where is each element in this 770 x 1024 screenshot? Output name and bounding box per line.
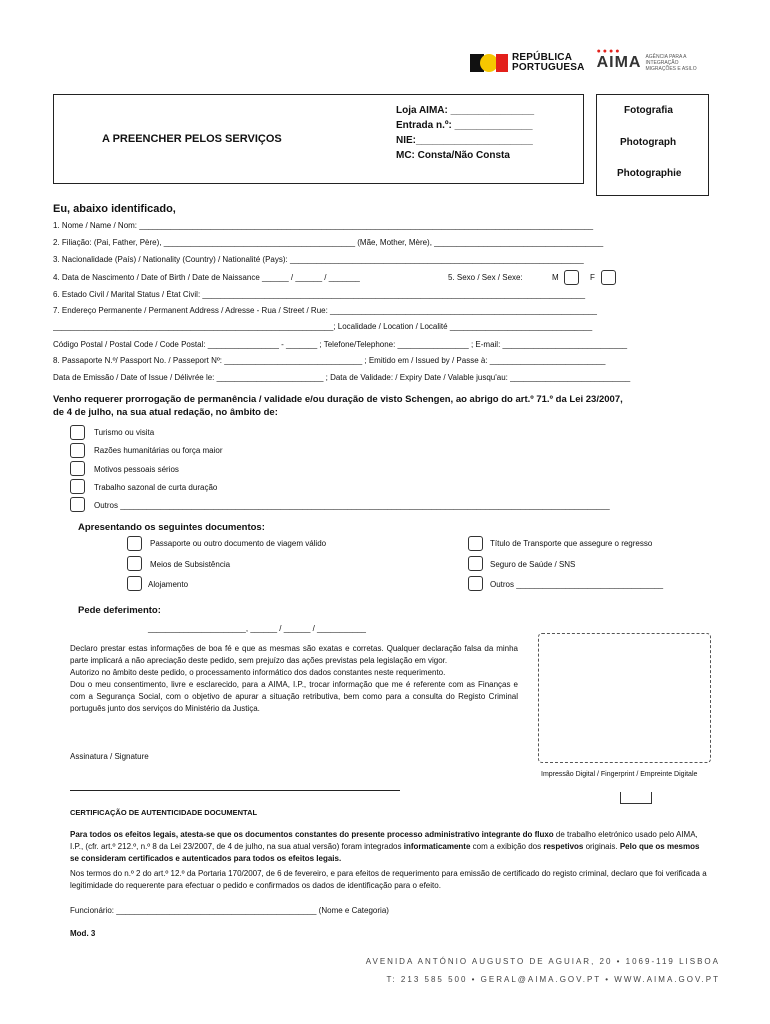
sex-m-label: M — [552, 273, 559, 282]
doc-transport-label: Título de Transporte que assegure o regresso — [490, 539, 653, 548]
nie-field: NIE:_____________________ — [396, 135, 533, 146]
signature-label: Assinatura / Signature — [70, 752, 149, 761]
option-other-checkbox[interactable] — [70, 497, 85, 512]
marital-status-field[interactable]: 6. Estado Civil / Marital Status / État Civil: ______________________________________________________________________________________ — [53, 290, 586, 299]
photo-box: Fotografia Photograph Photographie — [596, 94, 709, 196]
sex-m-checkbox[interactable] — [564, 270, 579, 285]
option-other-label[interactable]: Outros ______________________________________________________________________________________________________________ — [94, 501, 610, 510]
emission-date-field[interactable]: Data de Emissão / Date of Issue / Délivrée le: ________________________ ; Data de Validade: / Expiry Date / Valable jusqu'au: ___________________________ — [53, 373, 631, 382]
doc-passport-checkbox[interactable] — [127, 536, 142, 551]
aima-dots-icon: ●●●● — [596, 48, 622, 55]
option-turismo-label: Turismo ou visita — [94, 428, 155, 437]
funcionario-field[interactable]: Funcionário: _____________________________________________ (Nome e Categoria) — [70, 906, 389, 915]
passport-field[interactable]: 8. Passaporte N.º/ Passport No. / Passeport Nº: _______________________________ ; Emitido em / Issued by / Passe à: __________________________ — [53, 356, 606, 365]
certification-heading: CERTIFICAÇÃO DE AUTENTICIDADE DOCUMENTAL — [70, 808, 258, 817]
footer-address: AVENIDA ANTÓNIO AUGUSTO DE AGUIAR, 20 • 1069-119 LISBOA — [365, 957, 720, 966]
republica-portuguesa-logo: REPÚBLICA PORTUGUESA — [512, 52, 585, 73]
documents-heading: Apresentando os seguintes documentos: — [78, 522, 265, 533]
nationality-field[interactable]: 3. Nacionalidade (País) / Nationality (Country) / Nationalité (Pays): __________________________________________________________________ — [53, 255, 584, 264]
certification-paragraph-2: Nos termos do n.º 2 do art.º 12.º da Portaria 170/2007, de 6 de fevereiro, e para efeitos de requerimento para emissão de certificado do registo criminal, declaro que foi verificada a legitimidade do requerente para efectuar o pedido e confirmados os dados de identificação para o efeito. — [70, 869, 707, 890]
locality-field[interactable]: _______________________________________________________________; Localidade / Location / Localité ________________________________ — [53, 322, 593, 331]
doc-transport-checkbox[interactable] — [468, 536, 483, 551]
fingerprint-label: Impressão Digital / Fingerprint / Empreinte Digitale — [541, 771, 698, 778]
aima-logo: ●●●● AIMA AGÊNCIA PARA A INTEGRAÇÃO MIGRAÇÕES E ASILO — [596, 48, 697, 72]
entrada-field: Entrada n.º: ______________ — [396, 120, 533, 131]
deferimento-date-field[interactable]: ______________________, ______ / ______ / ___________ — [148, 624, 366, 633]
signature-line[interactable] — [70, 790, 400, 791]
mod-label: Mod. 3 — [70, 929, 96, 938]
doc-other-checkbox[interactable] — [468, 576, 483, 591]
doc-insurance-checkbox[interactable] — [468, 556, 483, 571]
request-line-1: Venho requerer prorrogação de permanência / validade e/ou duração de visto Schengen, ao abrigo do art.º 71.º da Lei 23/2007, — [53, 394, 623, 405]
certification-paragraph-1: Para todos os efeitos legais, atesta-se que os documentos constantes do presente processo administrativo integrante do fluxo de trabalho eletrónico usado pelo AIMA, I.P., (cfr. art.º 212.º, n.º 8 da Lei 23/2007, de 4 de julho, na sua atual versão) foram integrados informaticamente com a exibição dos respetivos originais. Pelo que os mesmos se consideram certificados e autenticados para todos os efeitos legais. — [70, 830, 700, 863]
option-seasonal-checkbox[interactable] — [70, 479, 85, 494]
stamp-mark-icon — [620, 792, 652, 804]
birthdate-field[interactable]: 4. Data de Nascimento / Date of Birth / Date de Naissance ______ / ______ / _______ — [53, 273, 360, 282]
doc-housing-checkbox[interactable] — [127, 576, 142, 591]
loja-field: Loja AIMA: _______________ — [396, 105, 535, 116]
address-field[interactable]: 7. Endereço Permanente / Permanent Address / Adresse - Rua / Street / Rue: ____________________________________________________________ — [53, 306, 597, 315]
declaration-text: Declaro prestar estas informações de boa fé e que as mesmas são exatas e corretas. Qualquer declaração falsa da minha parte implicará a não apreciação deste pedido, sem prejuízo das ações previstas pela legislação em vigor. Autorizo no âmbito deste pedido, o processamento informático dos dados constantes neste requerimento. Dou o meu consentimento, livre e esclarecido, para a AIMA, I.P., trocar informação que me é referente com as Finanças e com a Segurança Social, com o objetivo de apurar a situação retributiva, bem como para a consulta do Registo Criminal português junto dos serviços do Ministério da Justiça. — [70, 644, 518, 713]
identity-heading: Eu, abaixo identificado, — [53, 203, 176, 215]
name-field[interactable]: 1. Nome / Name / Nom: ______________________________________________________________________________________________________ — [53, 221, 594, 230]
doc-passport-label: Passaporte ou outro documento de viagem válido — [150, 539, 327, 548]
option-personal-checkbox[interactable] — [70, 461, 85, 476]
services-title: A PREENCHER PELOS SERVIÇOS — [102, 133, 282, 145]
doc-subsistence-checkbox[interactable] — [127, 556, 142, 571]
doc-housing-label: Alojamento — [148, 580, 189, 589]
deferimento-heading: Pede deferimento: — [78, 605, 161, 616]
fingerprint-box — [538, 633, 711, 763]
sex-label: 5. Sexo / Sex / Sexe: — [448, 273, 523, 282]
sex-f-checkbox[interactable] — [601, 270, 616, 285]
option-humanitarian-checkbox[interactable] — [70, 443, 85, 458]
option-personal-label: Motivos pessoais sérios — [94, 465, 179, 474]
logos-header — [470, 50, 705, 76]
mc-field: MC: Consta/Não Consta — [396, 150, 510, 161]
services-box — [53, 94, 584, 184]
postal-code-field[interactable]: Código Postal / Postal Code / Code Postal: ________________ - _______ ; Telefone/Telephone: ________________ ; E-mail: ____________________________ — [53, 340, 628, 349]
filiation-field[interactable]: 2. Filiação: (Pai, Father, Père), ___________________________________________ (Mãe, Mother, Mère), ______________________________________ — [53, 238, 604, 247]
option-turismo-checkbox[interactable] — [70, 425, 85, 440]
doc-insurance-label: Seguro de Saúde / SNS — [490, 560, 576, 569]
option-humanitarian-label: Razões humanitárias ou força maior — [94, 446, 223, 455]
footer-contacts: T: 213 585 500 • GERAL@AIMA.GOV.PT • WWW.AIMA.GOV.PT — [386, 975, 720, 984]
request-line-2: de 4 de julho, na sua atual redação, no âmbito de: — [53, 407, 278, 418]
option-seasonal-label: Trabalho sazonal de curta duração — [94, 483, 218, 492]
sex-f-label: F — [590, 273, 595, 282]
doc-subsistence-label: Meios de Subsistência — [150, 560, 231, 569]
portugal-flag-logo — [470, 54, 508, 72]
doc-other-label[interactable]: Outros _________________________________ — [490, 580, 664, 589]
